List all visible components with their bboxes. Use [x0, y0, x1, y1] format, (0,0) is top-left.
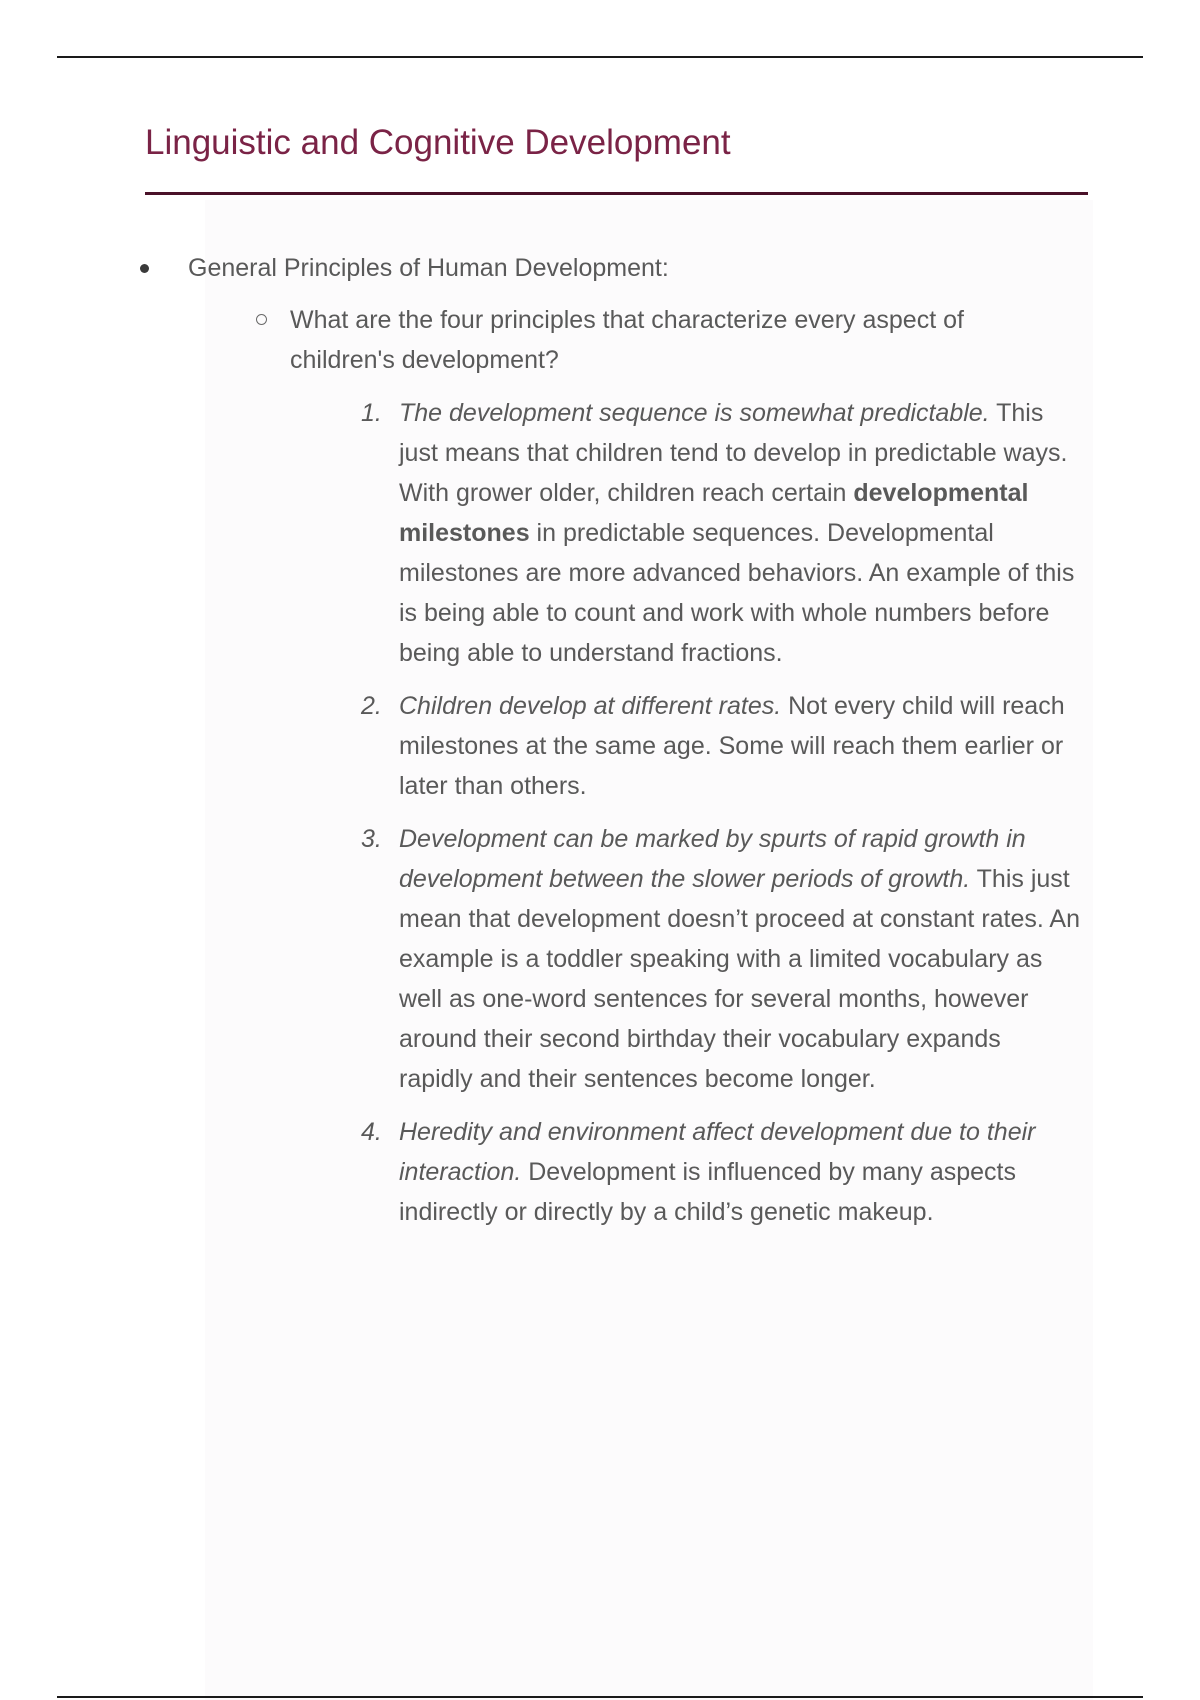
hollow-circle-icon: [256, 314, 267, 325]
page-bottom-rule: [57, 1696, 1143, 1698]
principle-text: Development is influenced by many aspects indirectly or directly by a child’s genetic makeup.: [399, 1158, 1016, 1226]
principle-item-4: [361, 1112, 1081, 1232]
principle-lead: Heredity and environment affect development due to their interaction.: [399, 1118, 1036, 1186]
principle-lead: The development sequence is somewhat predictable.: [399, 399, 990, 427]
principle-lead: Development can be marked by spurts of rapid growth in development between the slower periods of growth.: [399, 825, 1026, 893]
sub-bullet-question: What are the four principles that characterize every aspect of children's development?: [290, 306, 964, 374]
bullet-text: General Principles of Human Development:: [188, 254, 669, 282]
principle-item-1: [361, 393, 1081, 673]
principle-number: 1.: [361, 399, 382, 427]
page-top-rule: [57, 56, 1143, 58]
principle-body: [399, 819, 1081, 1099]
principle-text: Not every child will reach milestones at the same age. Some will reach them earlier or later than others.: [399, 692, 1065, 800]
bullet-dot-icon: [140, 264, 149, 273]
principle-body: [399, 1112, 1081, 1232]
principle-text: This just means that children tend to develop in predictable ways. With grower older, children reach certain: [399, 399, 1068, 507]
principle-text: This just mean that development doesn’t proceed at constant rates. An example is a toddler speaking with a limited vocabulary as well as one-word sentences for several months, however around their second birthday their vocabulary expands rapidly and their sentences become longer.: [399, 865, 1080, 1093]
principle-number: 2.: [361, 692, 382, 720]
principle-item-3: [361, 819, 1081, 1099]
principle-number: 3.: [361, 825, 382, 853]
principle-body: [399, 393, 1081, 673]
principle-text: in predictable sequences. Developmental milestones are more advanced behaviors. An example of this is being able to count and work with whole numbers before being able to understand fractions.: [399, 519, 1075, 667]
principle-item-2: [361, 686, 1081, 806]
principles-list: [361, 393, 1081, 1245]
principle-bold-term: developmental milestones: [399, 479, 1029, 547]
title-underline: [145, 192, 1088, 195]
principle-lead: Children develop at different rates.: [399, 692, 782, 720]
page-title: Linguistic and Cognitive Development: [145, 123, 731, 162]
principle-body: [399, 686, 1081, 806]
principle-number: 4.: [361, 1118, 382, 1146]
